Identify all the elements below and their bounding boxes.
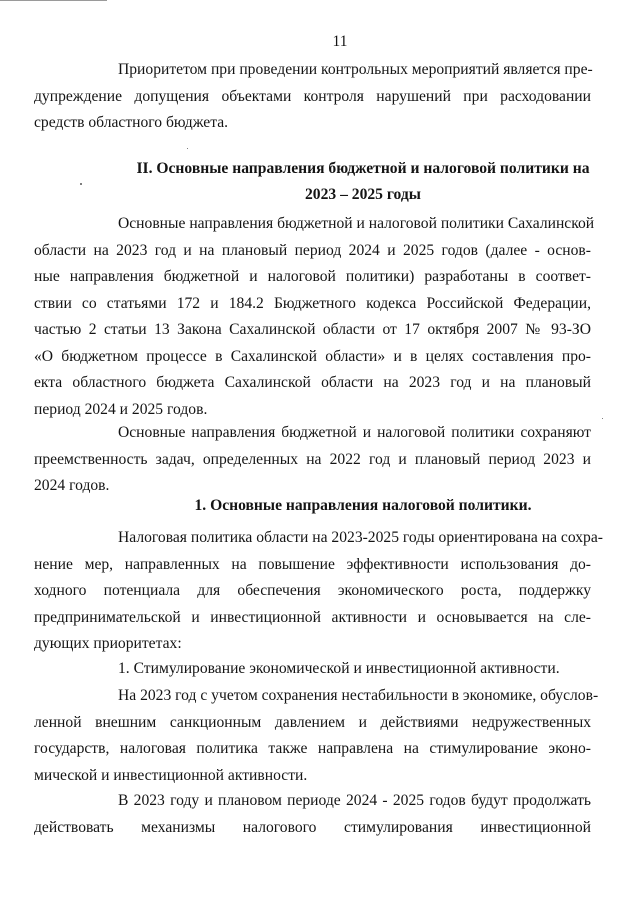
text-line: нение мер, направленных на повышение эффективности использования до-	[34, 555, 591, 573]
text-line: Приоритетом при проведении контрольных мероприятий является пре-	[118, 61, 593, 78]
paragraph-basis	[34, 211, 595, 423]
text-line: ходного потенциала для обеспечения экономического роста, поддержку	[34, 582, 591, 599]
text-line: период 2024 и 2025 годов.	[34, 400, 208, 418]
text-line: Основные направления бюджетной и налоговой политики сохраняют	[118, 424, 591, 441]
text-line: преемственность задач, определенных на 2022 год и плановый период 2023 и	[34, 450, 591, 468]
scan-speck	[602, 418, 603, 419]
text-line: Налоговая политика области на 2023-2025 годы ориентирована на сохра-	[118, 529, 603, 546]
text-line: средств областного бюджета.	[34, 114, 229, 131]
intro-paragraph	[34, 57, 593, 137]
text-line: В 2023 году и плановом периоде 2024 - 2025 годов будут продолжать	[118, 792, 591, 809]
scan-edge-line	[0, 0, 107, 1]
paragraph-continuity	[34, 420, 591, 500]
text-line: 1. Стимулирование экономической и инвестиционной активности.	[118, 660, 560, 677]
text-line: ные направления бюджетной и налоговой политики) разработаны в соответ-	[34, 268, 591, 285]
section-title: II. Основные направления бюджетной и налоговой политики на	[136, 160, 590, 177]
text-line: На 2023 год с учетом сохранения нестабильности в экономике, обуслов-	[118, 687, 599, 704]
text-line: области на 2023 год и на плановый период 2024 и 2025 годов (далее - основ-	[34, 241, 591, 259]
page-number: 11	[332, 33, 348, 50]
priority-list-item	[118, 656, 591, 683]
text-line: екта областного бюджета Сахалинской области на 2023 год и на плановый	[34, 374, 591, 391]
text-line: ствии со статьями 172 и 184.2 Бюджетного кодекса Российской Федерации,	[34, 294, 591, 312]
text-line: дупреждение допущения объектами контроля нарушений при расходовании	[34, 87, 591, 105]
text-line: государств, налоговая политика также направлена на стимулирование эконо-	[34, 740, 591, 757]
subsection-title: 1. Основные направления налоговой политики.	[194, 497, 532, 514]
text-line: предпринимательской и инвестиционной активности и основывается на сле-	[34, 608, 591, 626]
text-line: действовать механизмы налогового стимулирования инвестиционной	[34, 818, 591, 836]
text-line: дующих приоритетах:	[34, 635, 182, 652]
text-line: Основные направления бюджетной и налоговой политики Сахалинской	[118, 215, 595, 232]
text-line: ленной внешним санкционным давлением и действиями недружественных	[34, 713, 591, 731]
section-title-years: 2023 – 2025 годы	[305, 186, 421, 203]
text-line: частью 2 статьи 13 Закона Сахалинской области от 17 октября 2007 № 93-ЗО	[34, 321, 591, 338]
paragraph-tax-policy	[34, 525, 603, 658]
paragraph-mechanisms	[34, 788, 591, 841]
text-line: мической и инвестиционной активности.	[34, 766, 308, 784]
scan-speck	[187, 148, 188, 149]
text-line: «О бюджетном процессе в Сахалинской области» и в целях составления про-	[34, 347, 591, 365]
scan-speck	[80, 183, 82, 185]
text-line: 2024 годов.	[34, 477, 110, 494]
paragraph-2023-context	[34, 683, 599, 789]
